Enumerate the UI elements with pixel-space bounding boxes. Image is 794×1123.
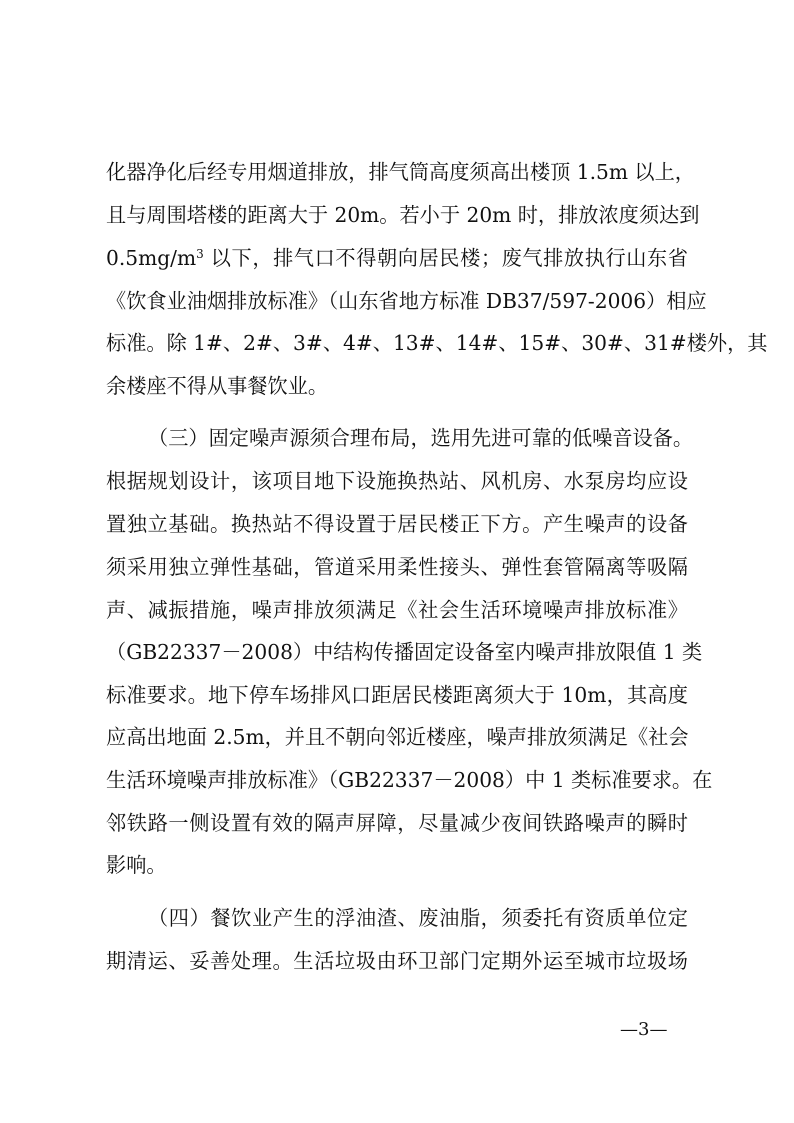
body-text-line: 化器净化后经专用烟道排放，排气筒高度须高出楼顶 1.5m 以上， <box>106 160 695 184</box>
body-text-line: 生活环境噪声排放标准》（GB22337－2008）中 1 类标准要求。在 <box>106 768 713 792</box>
body-text-line <box>106 243 688 273</box>
body-text-line: 须采用独立弹性基础，管道采用柔性接头、弹性套管隔离等吸隔 <box>106 555 688 579</box>
body-text-line: 应高出地面 2.5m，并且不朝向邻近楼座，噪声排放须满足《社会 <box>106 725 689 749</box>
body-text-line: 声、减振措施，噪声排放须满足《社会生活环境噪声排放标准》 <box>106 598 688 622</box>
body-text-line: 期清运、妥善处理。生活垃圾由环卫部门定期外运至城市垃圾场 <box>106 949 688 973</box>
superscript-exponent: 3 <box>196 247 204 261</box>
body-text-line: 《饮食业油烟排放标准》（山东省地方标准 DB37/597-2006）相应 <box>106 289 707 313</box>
body-text-line: 邻铁路一侧设置有效的隔声屏障，尽量减少夜间铁路噪声的瞬时 <box>106 811 688 835</box>
body-text-line: 标准。除 1#、2#、3#、4#、13#、14#、15#、30#、31#楼外，其 <box>106 331 768 355</box>
paragraph-first-line: （四）餐饮业产生的浮油渣、废油脂，须委托有资质单位定 <box>148 906 688 930</box>
body-text-line: 根据规划设计，该项目地下设施换热站、风机房、水泵房均应设 <box>106 469 688 493</box>
page-number: —3— <box>620 1019 668 1040</box>
paragraph-first-line: （三）固定噪声源须合理布局，选用先进可靠的低噪音设备。 <box>148 426 694 450</box>
body-text-line: 置独立基础。换热站不得设置于居民楼正下方。产生噪声的设备 <box>106 512 688 536</box>
body-text-line: （GB22337－2008）中结构传播固定设备室内噪声排放限值 1 类 <box>106 640 703 664</box>
unit-text: 0.5mg/m <box>106 246 197 270</box>
body-text-line: 标准要求。地下停车场排风口距居民楼距离须大于 10m，其高度 <box>106 683 688 707</box>
body-text-line: 且与周围塔楼的距离大于 20m。若小于 20m 时，排放浓度须达到 <box>106 203 700 227</box>
body-text-line: 余楼座不得从事餐饮业。 <box>106 374 329 398</box>
line-continuation-text: 以下，排气口不得朝向居民楼；废气排放执行山东省 <box>203 246 688 270</box>
body-text-line: 影响。 <box>106 853 167 877</box>
